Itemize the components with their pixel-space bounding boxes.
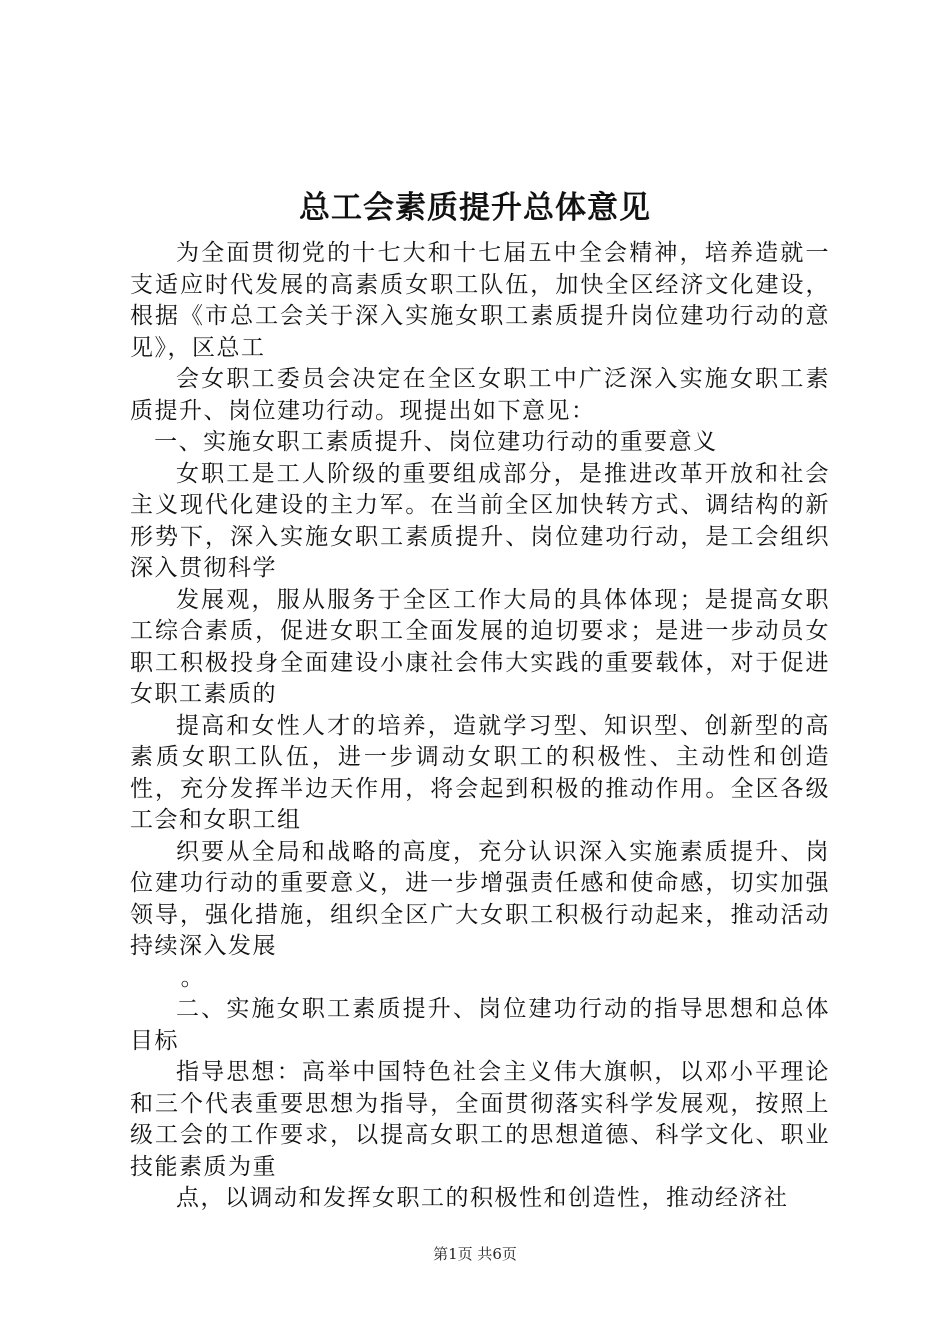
stray-punctuation: 。 xyxy=(180,964,206,991)
paragraph: 织要从全局和战略的高度，充分认识深入实施素质提升、岗位建功行动的重要意义，进一步增强责任感和使命感，切实加强领导，强化措施，组织全区广大女职工积极行动起来，推动活动持续深入发展 xyxy=(130,838,830,959)
paragraph: 发展观，服从服务于全区工作大局的具体体现；是提高女职工综合素质，促进女职工全面发展的迫切要求；是进一步动员女职工积极投身全面建设小康社会伟大实践的重要载体，对于促进女职工素质的 xyxy=(130,586,830,707)
paragraph: 点，以调动和发挥女职工的积极性和创造性，推动经济社 xyxy=(176,1185,789,1211)
section-heading: 一、实施女职工素质提升、岗位建功行动的重要意义 xyxy=(154,429,718,455)
paragraph: 女职工是工人阶级的重要组成部分，是推进改革开放和社会主义现代化建设的主力军。在当前全区加快转方式、调结构的新形势下，深入实施女职工素质提升、岗位建功行动，是工会组织深入贯彻科学 xyxy=(130,460,830,581)
document-body xyxy=(130,238,830,1215)
page-footer: 第1页 共6页 xyxy=(433,1245,517,1263)
paragraph: 会女职工委员会决定在全区女职工中广泛深入实施女职工素质提升、岗位建功行动。现提出如下意见： xyxy=(130,366,830,424)
section-heading: 二、实施女职工素质提升、岗位建功行动的指导思想和总体目标 xyxy=(130,996,830,1054)
paragraph: 为全面贯彻党的十七大和十七届五中全会精神，培养造就一支适应时代发展的高素质女职工队伍，加快全区经济文化建设，根据《市总工会关于深入实施女职工素质提升岗位建功行动的意见》，区总工 xyxy=(130,240,830,361)
paragraph: 提高和女性人才的培养，造就学习型、知识型、创新型的高素质女职工队伍，进一步调动女职工的积极性、主动性和创造性，充分发挥半边天作用，将会起到积极的推动作用。全区各级工会和女职工组 xyxy=(130,712,830,833)
paragraph: 指导思想：高举中国特色社会主义伟大旗帜，以邓小平理论和三个代表重要思想为指导，全面贯彻落实科学发展观，按照上级工会的工作要求，以提高女职工的思想道德、科学文化、职业技能素质为重 xyxy=(130,1059,830,1180)
document-title: 总工会素质提升总体意见 xyxy=(299,190,651,226)
